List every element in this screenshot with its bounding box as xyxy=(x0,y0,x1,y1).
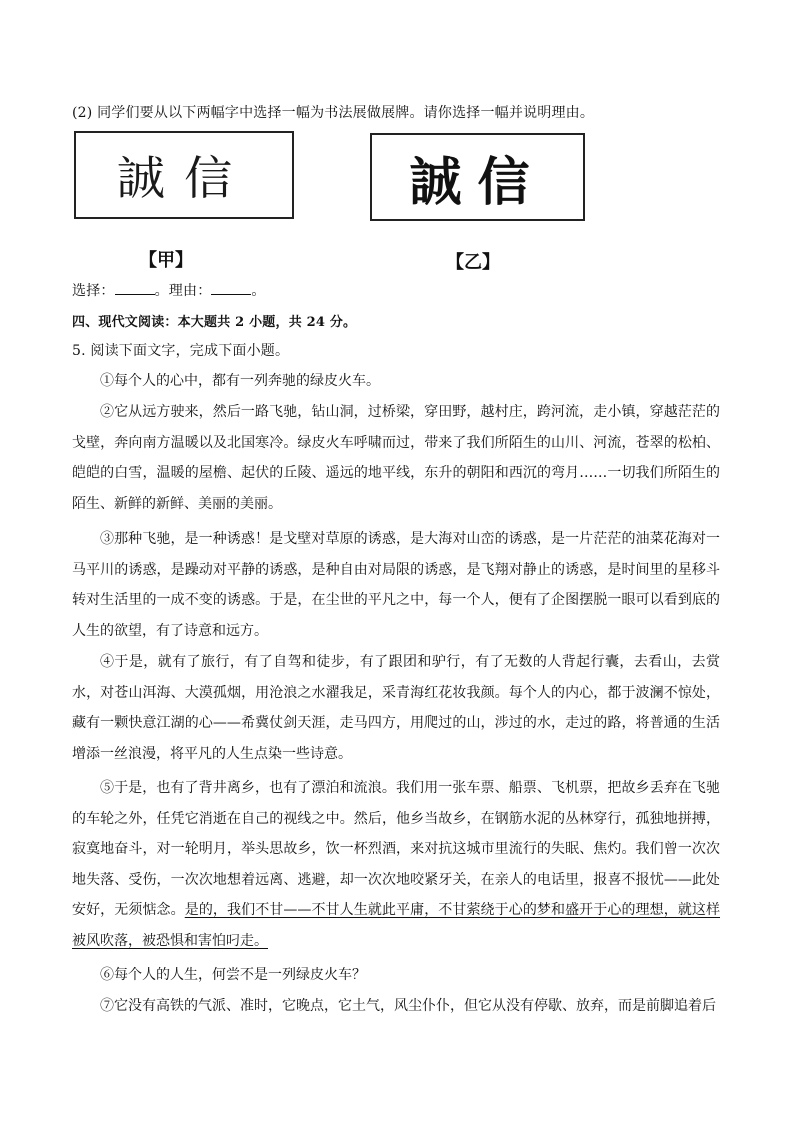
calligraphy-text-a: 誠信 xyxy=(116,151,252,205)
calligraphy-card-a[interactable] xyxy=(74,131,294,219)
passage-paragraph-2: ②它从远方驶来，然后一路飞驰，钻山洞，过桥梁，穿田野，越村庄，跨河流，走小镇，穿越茫茫的戈壁，奔向南方温暖以及北国寒冷。绿皮火车呼啸而过，带来了我们所陌生的山川、河流，苍翠的松柏、皑皑的白雪，温暖的屋檐、起伏的丘陵、遥远的地平线，东升的朝阳和西沉的弯月……一切我们所陌生的陌生、新鲜的新鲜、美丽的美丽。 xyxy=(72,404,720,512)
passage-paragraph-1: ①每个人的心中，都有一列奔驰的绿皮火车。 xyxy=(100,373,380,389)
passage-paragraph-5-text: ⑤于是，也有了背井离乡，也有了漂泊和流浪。我们用一张车票、船票、飞机票，把故乡丢弃在飞驰的车轮之外，任凭它消逝在自己的视线之中。然后，他乡当故乡，在钢筋水泥的丛林穿行，孤独地拼搏，寂寞地奋斗，对一轮明月，举头思故乡，饮一杯烈酒，来对抗这城市里流行的失眠、焦灼。我们曾一次次地失落、受伤，一次次地想着远离、逃避，却一次次地咬紧牙关，在亲人的电话里，报喜不报忧——此处安好，无须惦念。 xyxy=(72,780,720,918)
passage-paragraph-4: ④于是，就有了旅行，有了自驾和徒步，有了跟团和驴行，有了无数的人背起行囊，去看山，去赏水，对苍山洱海、大漠孤烟，用沧浪之水濯我足，采青海红花妆我颜。每个人的内心，都于波澜不惊处，藏有一颗快意江湖的心——希冀仗剑天涯，走马四方，用爬过的山，涉过的水，走过的路，将普通的生活增添一丝浪漫，将平凡的人生点染一些诗意。 xyxy=(72,654,720,762)
calligraphy-text-b: 誠信 xyxy=(409,153,546,212)
underlined-sentence: 是的，我们不甘——不甘人生就此平庸，不甘萦绕于心的梦和盛开于心的理想，就这样被风吹落，被恐惧和害怕叼走。 xyxy=(72,902,721,949)
answer-line xyxy=(72,282,266,300)
calligraphy-card-b[interactable] xyxy=(370,133,585,221)
reason-blank[interactable] xyxy=(211,282,251,295)
answer-reason-label: 。理由： xyxy=(154,283,212,299)
calligraphy-label-b: 【乙】 xyxy=(446,252,500,273)
passage-paragraph-3: ③那种飞驰，是一种诱惑！是戈壁对草原的诱惑，是大海对山峦的诱惑，是一片茫茫的油菜花海对一马平川的诱惑，是躁动对平静的诱惑，是种自由对局限的诱惑，是飞翔对静止的诱惑，是时间里的星移斗转对生活里的一成不变的诱惑。于是，在尘世的平凡之中，每一个人，便有了企图摆脱一眼可以看到底的人生的欲望，有了诗意和远方。 xyxy=(72,531,720,639)
passage-paragraph-6: ⑥每个人的人生，何尝不是一列绿皮火车？ xyxy=(100,967,366,983)
choice-blank[interactable] xyxy=(115,282,155,295)
section-heading: 四、现代文阅读：本大题共 2 小题，共 24 分。 xyxy=(72,315,357,330)
calligraphy-label-a: 【甲】 xyxy=(139,250,193,271)
question-2-prompt: (2) 同学们要从以下两幅字中选择一幅为书法展做展牌。请你选择一幅并说明理由。 xyxy=(72,105,595,121)
answer-end: 。 xyxy=(251,283,266,299)
answer-choice-label: 选择： xyxy=(72,283,115,299)
passage-paragraph-7: ⑦它没有高铁的气派、准时，它晚点，它土气，风尘仆仆，但它从没有停歇、放弃，而是前脚追着后 xyxy=(100,998,716,1014)
passage-paragraph-5 xyxy=(72,773,720,956)
question-5-intro: 5. 阅读下面文字，完成下面小题。 xyxy=(72,343,290,359)
